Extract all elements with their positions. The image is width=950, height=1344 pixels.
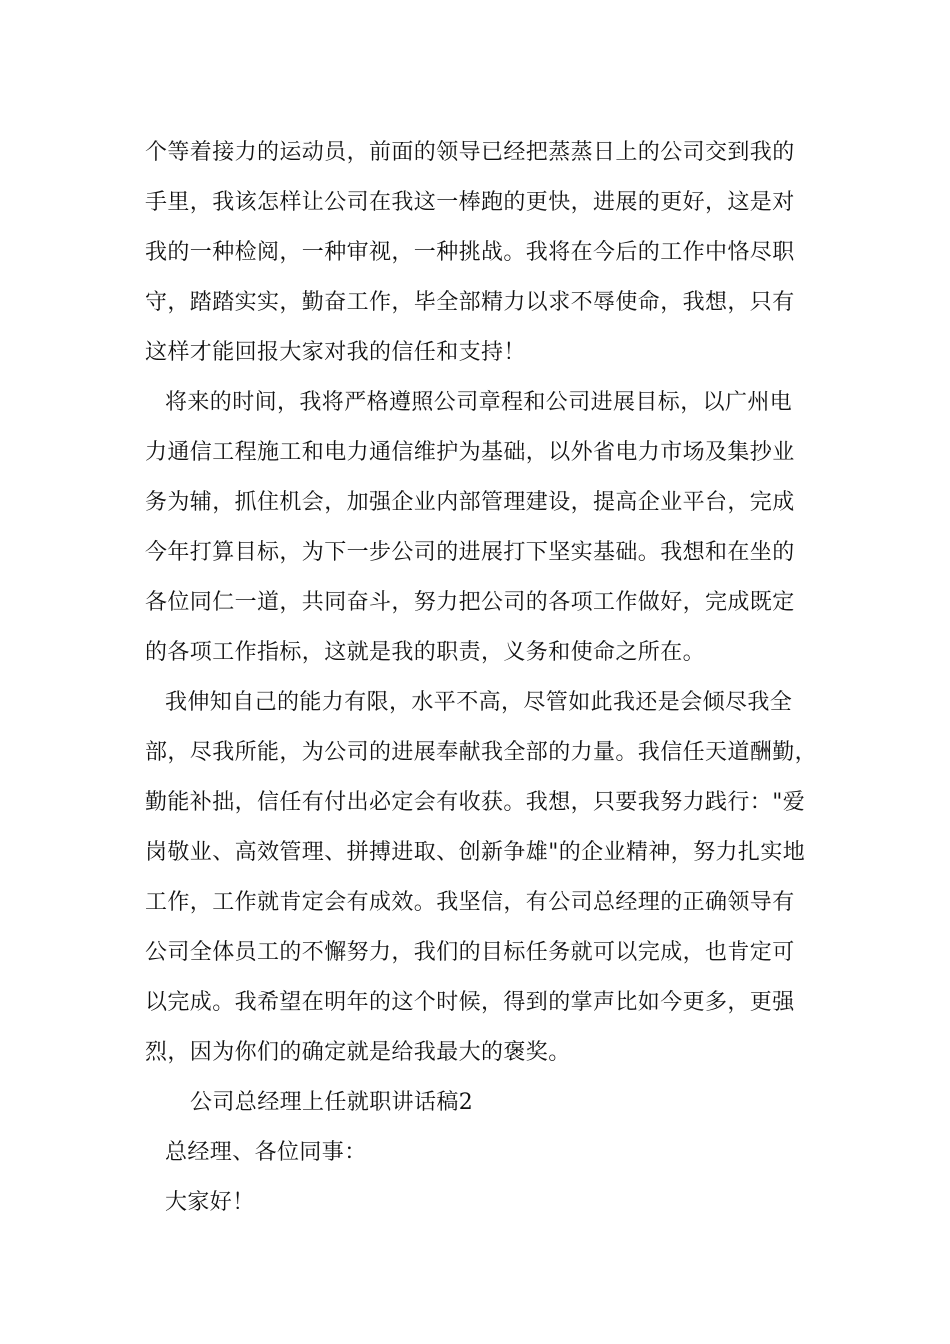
- body-text-line: 烈，因为你们的确定就是给我最大的褒奖。: [145, 1040, 571, 1065]
- body-text-line: 勤能补拙，信任有付出必定会有收获。我想，只要我努力践行："爱: [145, 790, 806, 815]
- body-text-line: 今年打算目标，为下一步公司的进展打下坚实基础。我想和在坐的: [145, 540, 795, 565]
- body-text-line: 这样才能回报大家对我的信任和支持！: [145, 340, 526, 365]
- body-text-line: 守，踏踏实实，勤奋工作，毕全部精力以求不辱使命，我想，只有: [145, 290, 795, 315]
- section-title: 公司总经理上任就职讲话稿2: [190, 1090, 474, 1115]
- greeting-line: 大家好！: [165, 1190, 255, 1215]
- body-text-line: 手里，我该怎样让公司在我这一棒跑的更快，进展的更好，这是对: [145, 190, 795, 215]
- paragraph-start-line: 我伸知自己的能力有限，水平不高，尽管如此我还是会倾尽我全: [165, 690, 793, 715]
- body-text-line: 各位同仁一道，共同奋斗，努力把公司的各项工作做好，完成既定: [145, 590, 795, 615]
- body-text-line: 公司全体员工的不懈努力，我们的目标任务就可以完成，也肯定可: [145, 940, 795, 965]
- paragraph-start-line: 将来的时间，我将严格遵照公司章程和公司进展目标，以广州电: [165, 390, 793, 415]
- body-text-line: 务为辅，抓住机会，加强企业内部管理建设，提高企业平台，完成: [145, 490, 795, 515]
- body-text-line: 的各项工作指标，这就是我的职责，义务和使命之所在。: [145, 640, 706, 665]
- body-text-line: 岗敬业、高效管理、拼搏进取、创新争雄"的企业精神，努力扎实地: [145, 840, 806, 865]
- body-text-line: 部，尽我所能，为公司的进展奉献我全部的力量。我信任天道酬勤，: [145, 740, 818, 765]
- salutation-line: 总经理、各位同事：: [165, 1140, 367, 1165]
- body-text-line: 力通信工程施工和电力通信维护为基础，以外省电力市场及集抄业: [145, 440, 795, 465]
- body-text-line: 我的一种检阅，一种审视，一种挑战。我将在今后的工作中恪尽职: [145, 240, 795, 265]
- body-text-line: 以完成。我希望在明年的这个时候，得到的掌声比如今更多，更强: [145, 990, 795, 1015]
- body-text-line: 个等着接力的运动员，前面的领导已经把蒸蒸日上的公司交到我的: [145, 140, 795, 165]
- body-text-line: 工作，工作就肯定会有成效。我坚信，有公司总经理的正确领导有: [145, 890, 795, 915]
